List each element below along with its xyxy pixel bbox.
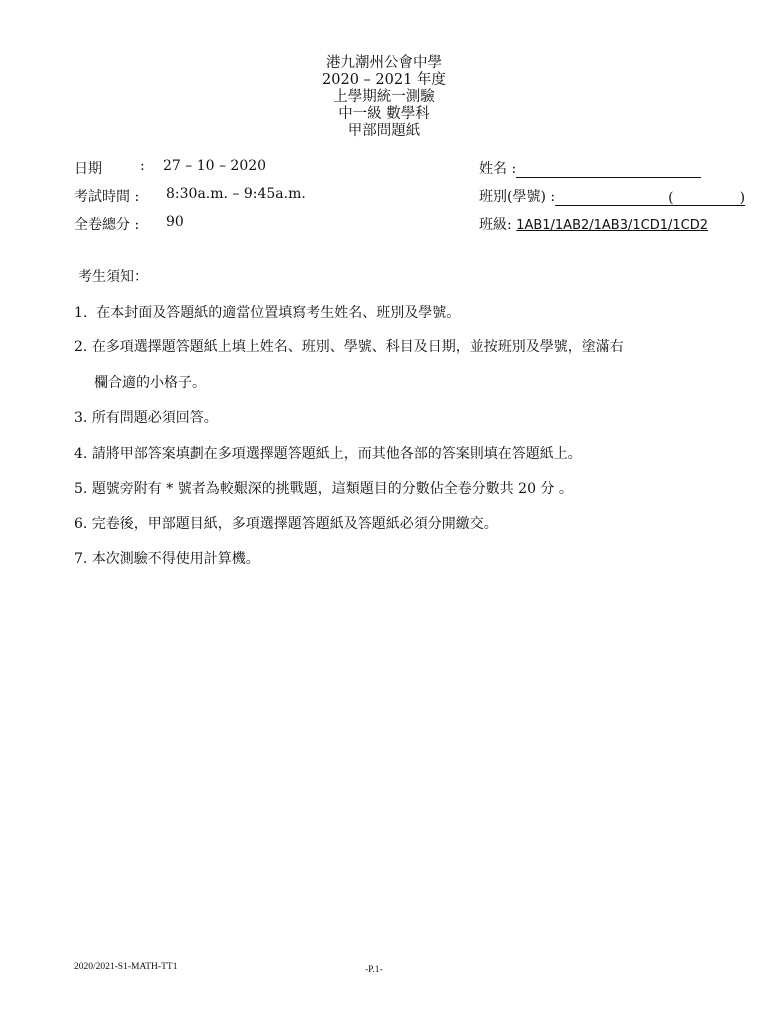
school-year: 2020 – 2021 年度: [322, 72, 446, 88]
class-number-label: 班別(學號) :: [479, 189, 556, 205]
paper-title: 甲部問題紙: [347, 123, 421, 139]
name-label: 姓名 :: [479, 161, 517, 177]
notice-item: 3. 所有問題必須回答。: [74, 410, 218, 426]
date-label: 日期: [74, 161, 102, 177]
school-name: 港九潮州公會中學: [326, 55, 442, 71]
subject: 中一級 數學科: [338, 106, 430, 122]
date-colon: :: [140, 158, 145, 174]
notice-item: 1. 在本封面及答題紙的適當位置填寫考生姓名、班別及學號。: [74, 305, 461, 321]
total-marks-label: 全卷總分 :: [74, 217, 140, 233]
time-value: 8:30a.m. – 9:45a.m.: [166, 186, 306, 202]
notice-item: 7. 本次測驗不得使用計算機。: [74, 551, 260, 567]
class-value: 1AB1/1AB2/1AB3/1CD1/1CD2: [516, 218, 709, 233]
notice-item: 4. 請將甲部答案填劃在多項選擇題答題紙上，而其他各部的答案則填在答題紙上。: [74, 446, 582, 462]
footer-code: 2020/2021-S1-MATH-TT1: [74, 962, 178, 972]
name-field[interactable]: [479, 158, 701, 178]
notice-item: 5. 題號旁附有 * 號者為較艱深的挑戰題，這類題目的分數佔全卷分數共 20 分 。: [74, 481, 573, 497]
notice-item-continued: 欄合適的小格子。: [94, 375, 206, 391]
date-value: 27 – 10 – 2020: [163, 158, 267, 174]
time-label: 考試時間 :: [74, 189, 140, 205]
notice-item: 2. 在多項選擇題答題紙上填上姓名、班別、學號、科目及日期，並按班別及學號，塗滿右: [74, 339, 624, 355]
notice-title: 考生須知：: [78, 269, 148, 285]
class-label: 班級:: [479, 217, 512, 233]
page-number: -P.1-: [365, 965, 383, 975]
paren-close: ): [739, 190, 746, 206]
notice-item: 6. 完卷後，甲部題目紙，多項選擇題答題紙及答題紙必須分開繳交。: [74, 516, 498, 532]
exam-name: 上學期統一測驗: [333, 89, 435, 105]
total-marks-value: 90: [166, 214, 184, 230]
paren-open: (: [668, 190, 674, 206]
class-list: [479, 214, 708, 234]
class-number-field[interactable]: [479, 186, 745, 206]
